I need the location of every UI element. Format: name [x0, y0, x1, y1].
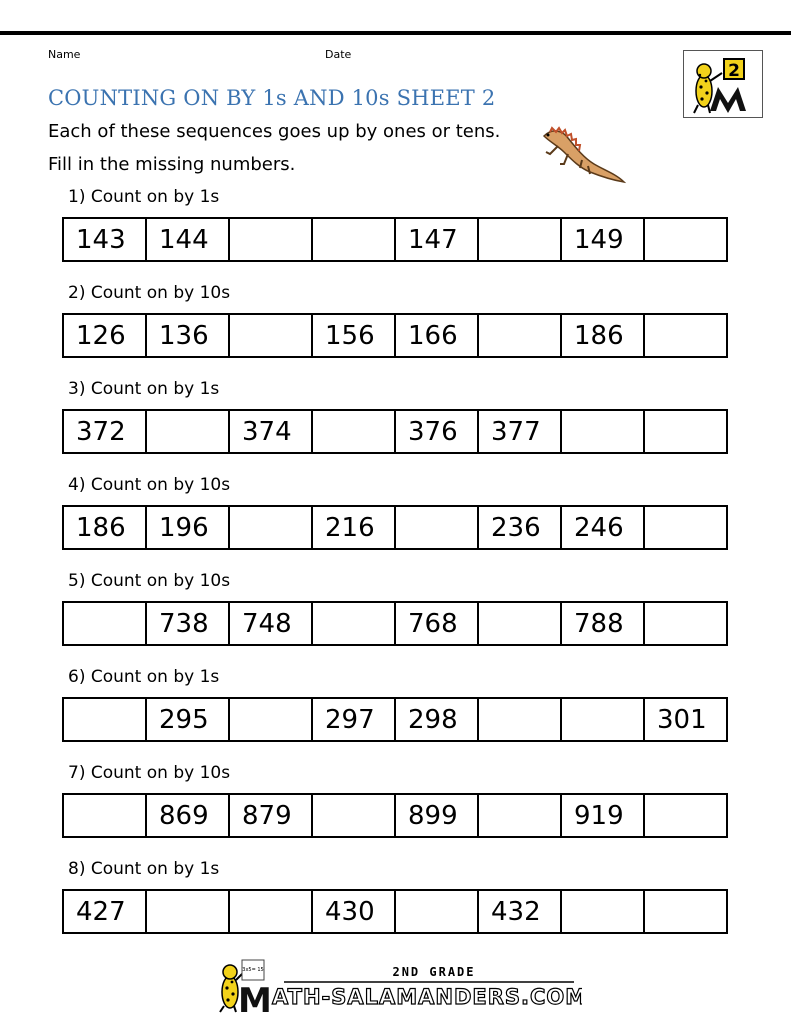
sequence-row: [62, 889, 728, 934]
sequence-cell[interactable]: [64, 603, 147, 644]
sequence-row: [62, 697, 728, 742]
sequence-cell[interactable]: [645, 315, 726, 356]
instruction-line-1: Each of these sequences goes up by ones or tens.: [48, 121, 501, 142]
site-text: ATH-SALAMANDERS.COM: [272, 985, 582, 1009]
sequence-row: [62, 313, 728, 358]
sequence-cell[interactable]: [396, 507, 479, 548]
sequence-row: [62, 601, 728, 646]
sequence-cell[interactable]: 149: [562, 219, 645, 260]
date-label: Date: [325, 48, 352, 61]
sequence-cell[interactable]: 297: [313, 699, 396, 740]
sequence-cell[interactable]: 372: [64, 411, 147, 452]
sequence-cell[interactable]: 768: [396, 603, 479, 644]
sequence-cell[interactable]: [147, 411, 230, 452]
sequence-cell[interactable]: [230, 507, 313, 548]
sequence-cell[interactable]: 186: [64, 507, 147, 548]
sequence-cell[interactable]: [645, 795, 726, 836]
sequence-cell[interactable]: [562, 411, 645, 452]
sequence-cell[interactable]: 427: [64, 891, 147, 932]
sequence-cell[interactable]: [562, 699, 645, 740]
sequence-cell[interactable]: 374: [230, 411, 313, 452]
sequence-cell[interactable]: 156: [313, 315, 396, 356]
sequence-cell[interactable]: [645, 891, 726, 932]
sequence-cell[interactable]: 143: [64, 219, 147, 260]
sequence-cell[interactable]: 301: [657, 704, 707, 735]
sequence-cell[interactable]: 186: [562, 315, 645, 356]
sequence-cell[interactable]: 879: [230, 795, 313, 836]
sequence-cell[interactable]: [645, 507, 726, 548]
sequence-cell[interactable]: [230, 315, 313, 356]
sequence-cell[interactable]: 216: [313, 507, 396, 548]
sequence-cell[interactable]: 236: [479, 507, 562, 548]
sequence-cell[interactable]: [313, 219, 396, 260]
question-label: 7) Count on by 10s: [68, 763, 231, 783]
question-label: 3) Count on by 1s: [68, 379, 220, 399]
grade-text: 2ND GRADE: [392, 965, 476, 979]
sequence-cell[interactable]: 377: [479, 411, 562, 452]
question-label: 1) Count on by 1s: [68, 187, 220, 207]
sequence-cell[interactable]: [479, 603, 562, 644]
sequence-cell[interactable]: 295: [147, 699, 230, 740]
sequence-cell[interactable]: [313, 795, 396, 836]
name-label: Name: [48, 48, 81, 61]
sequence-cell[interactable]: [64, 699, 147, 740]
sequence-cell[interactable]: 899: [396, 795, 479, 836]
sequence-cell[interactable]: [230, 219, 313, 260]
footer-logo: [212, 958, 582, 1014]
worksheet-title: COUNTING ON BY 1s AND 10s SHEET 2: [48, 86, 496, 110]
sequence-cell[interactable]: [147, 891, 230, 932]
board-text: 3x5= 15: [242, 967, 264, 973]
sequence-cell[interactable]: [230, 699, 313, 740]
sequence-cell[interactable]: 432: [479, 891, 562, 932]
sequence-cell[interactable]: 869: [147, 795, 230, 836]
instruction-line-2: Fill in the missing numbers.: [48, 154, 296, 175]
sequence-cell[interactable]: [313, 603, 396, 644]
question-label: 4) Count on by 10s: [68, 475, 231, 495]
sequence-cell[interactable]: [479, 315, 562, 356]
sequence-cell[interactable]: 738: [147, 603, 230, 644]
sequence-cell[interactable]: [645, 603, 726, 644]
sequence-cell[interactable]: [313, 411, 396, 452]
question-label: 6) Count on by 1s: [68, 667, 220, 687]
sequence-cell[interactable]: 748: [230, 603, 313, 644]
sequence-cell[interactable]: 196: [147, 507, 230, 548]
question-label: 8) Count on by 1s: [68, 859, 220, 879]
sequence-cell[interactable]: [479, 219, 562, 260]
sequence-cell[interactable]: [645, 411, 726, 452]
sequence-cell[interactable]: 166: [396, 315, 479, 356]
sequence-cell[interactable]: [64, 795, 147, 836]
top-rule: [0, 31, 791, 35]
logo-badge: [683, 50, 763, 118]
sequence-cell[interactable]: 136: [147, 315, 230, 356]
sequence-cell[interactable]: 126: [64, 315, 147, 356]
sequence-cell[interactable]: [479, 795, 562, 836]
sequence-cell[interactable]: [479, 699, 562, 740]
salamander-illustration: [538, 124, 628, 190]
sequence-cell[interactable]: 147: [396, 219, 479, 260]
sequence-cell[interactable]: 298: [396, 699, 479, 740]
sequence-cell[interactable]: 376: [396, 411, 479, 452]
sequence-row: [62, 409, 728, 454]
sequence-row: [62, 217, 728, 262]
sequence-cell[interactable]: [396, 891, 479, 932]
sequence-cell[interactable]: [562, 891, 645, 932]
sequence-cell[interactable]: [645, 219, 726, 260]
question-label: 2) Count on by 10s: [68, 283, 231, 303]
sequence-cell[interactable]: 246: [562, 507, 645, 548]
sequence-cell[interactable]: 430: [313, 891, 396, 932]
question-label: 5) Count on by 10s: [68, 571, 231, 591]
site-initial: M: [238, 981, 272, 1014]
sequence-row: [62, 505, 728, 550]
sequence-cell[interactable]: [230, 891, 313, 932]
sequence-row: [62, 793, 728, 838]
badge-number: 2: [728, 61, 740, 81]
sequence-cell[interactable]: 919: [562, 795, 645, 836]
sequence-cell[interactable]: 788: [562, 603, 645, 644]
sequence-cell[interactable]: 144: [147, 219, 230, 260]
